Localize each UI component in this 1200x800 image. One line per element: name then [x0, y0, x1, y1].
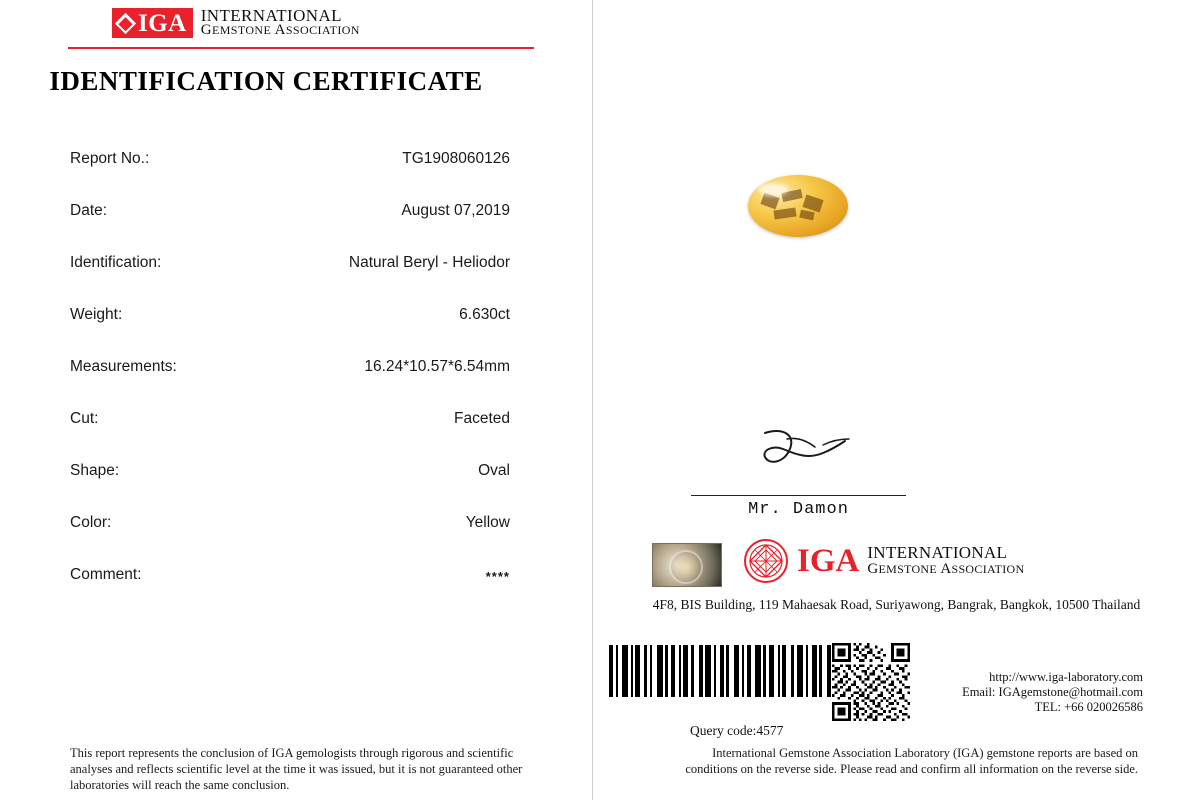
- hologram-sticker: [652, 543, 722, 587]
- gemstone-photo: [748, 175, 848, 240]
- header-rule: [68, 47, 534, 49]
- field-weight: [70, 306, 510, 358]
- field-label: Measurements:: [70, 358, 177, 375]
- iga-logo-mark: [112, 8, 193, 38]
- field-value: 16.24*10.57*6.54mm: [364, 358, 510, 375]
- wordmark-a: A: [274, 22, 286, 38]
- field-value: Oval: [478, 462, 510, 479]
- gem-highlight: [758, 183, 788, 196]
- iga-footer-wordmark: [867, 545, 1024, 577]
- gem-facet: [799, 210, 814, 221]
- page-title: [0, 66, 592, 97]
- gem-details-list: [70, 150, 510, 618]
- field-identification: [70, 254, 510, 306]
- iga-logo-header: [112, 8, 360, 38]
- signature-icon: [753, 425, 873, 480]
- field-label: Comment:: [70, 566, 142, 583]
- iga-footer-line1: INTERNATIONAL: [867, 543, 1008, 562]
- footer-wordmark-a: A: [940, 561, 952, 577]
- email-address[interactable]: Email: IGAgemstone@hotmail.com: [962, 685, 1143, 699]
- iga-footer-letters: IGA: [797, 543, 860, 579]
- footer-wordmark-g: G: [867, 561, 879, 577]
- left-disclaimer: This report represents the conclusion of IGA gemologists through rigorous and scientific analyses and reflects scientific level at the time it was issued, but it is not guaranteed other laboratories will reach the same conclusion.: [70, 746, 523, 792]
- signature-mark: [753, 425, 873, 480]
- iga-footer-line2: [867, 561, 1024, 577]
- lab-address: 4F8, BIS Building, 119 Mahaesak Road, Suriyawong, Bangrak, Bangkok, 10500 Thailand: [652, 597, 1141, 612]
- field-value: August 07,2019: [401, 202, 510, 219]
- iga-logo-wordmark: [201, 8, 360, 38]
- wordmark-ssociation: SSOCIATION: [285, 23, 360, 37]
- signatory-name: Mr. Damon: [748, 500, 849, 519]
- gem-facet: [773, 208, 796, 220]
- field-label: Cut:: [70, 410, 99, 427]
- query-code: Query code:4577: [690, 723, 784, 738]
- page-title-text: IDENTIFICATION CERTIFICATE: [49, 66, 483, 96]
- field-label: Date:: [70, 202, 108, 219]
- right-panel: [593, 0, 1200, 800]
- field-color: [70, 514, 510, 566]
- iga-logo-letters: IGA: [138, 9, 187, 37]
- signature-line: [691, 495, 906, 496]
- right-disclaimer: International Gemstone Association Laboratory (IGA) gemstone reports are based on conditions on the reverse side. Please read and confirm all information on the reverse side.: [685, 746, 1138, 776]
- field-value: Faceted: [453, 410, 510, 427]
- diamond-icon: [115, 12, 136, 33]
- field-date: [70, 202, 510, 254]
- qr-code[interactable]: [832, 643, 910, 721]
- field-value: TG1908060126: [402, 150, 510, 167]
- field-report-no: [70, 150, 510, 202]
- wordmark-emstone: EMSTONE: [211, 23, 275, 37]
- iga-seal-icon: [743, 538, 789, 584]
- gemstone-oval-image: [748, 175, 848, 237]
- iga-wordmark-line1: INTERNATIONAL: [200, 6, 342, 25]
- field-value: Yellow: [465, 514, 510, 531]
- field-label: Color:: [70, 514, 112, 531]
- contact-block: [913, 670, 1143, 715]
- field-shape: [70, 462, 510, 514]
- iga-logo-footer: [743, 538, 1025, 584]
- field-value: 6.630ct: [459, 306, 510, 323]
- left-panel: [0, 0, 592, 800]
- footer-wordmark-emstone: EMSTONE: [878, 562, 941, 576]
- field-label: Report No.:: [70, 150, 150, 167]
- iga-wordmark-line2: [201, 23, 360, 38]
- field-label: Shape:: [70, 462, 120, 479]
- field-measurements: [70, 358, 510, 410]
- field-value: Natural Beryl - Heliodor: [348, 254, 510, 271]
- telephone-number: TEL: +66 020026586: [1034, 700, 1143, 714]
- hologram-ring: [669, 550, 703, 584]
- field-label: Weight:: [70, 306, 123, 323]
- footer-wordmark-ssociation: SSOCIATION: [951, 562, 1025, 576]
- field-comment: [70, 566, 510, 618]
- field-label: Identification:: [70, 254, 162, 271]
- field-cut: [70, 410, 510, 462]
- field-value: ****: [485, 569, 510, 584]
- website-url[interactable]: http://www.iga-laboratory.com: [989, 670, 1143, 684]
- wordmark-g: G: [200, 22, 212, 38]
